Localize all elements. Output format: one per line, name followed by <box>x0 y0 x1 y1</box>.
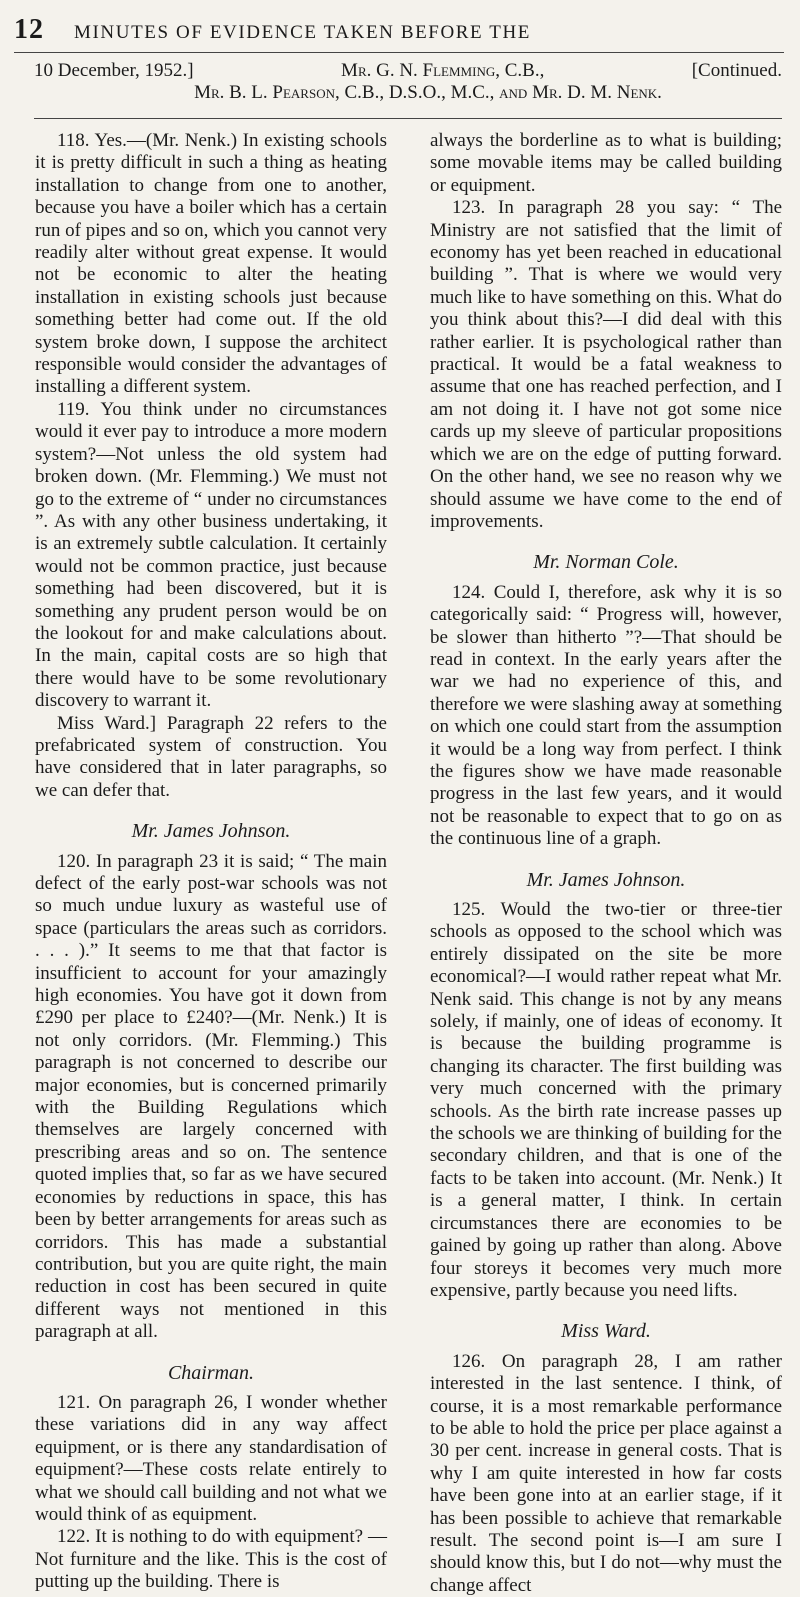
speaker-heading: Miss Ward. <box>561 1320 651 1343</box>
paragraph-123: 123. In paragraph 28 you say: “ The Ministry are not satisfied that the limit of economy has yet been reached in educational building ”. That is where we would very much like to have something on this. What do you think about this?—I did deal with this rather earlier. It is psychological rather than practical. It would be a fatal weakness to assume that one has reached perfection, and I am not doing it. I have not got some nice cards up my sleeve of particular propositions which we are on the edge of putting forward. On the other hand, we see no reason why we should assume we have come to the end of improvements. <box>430 197 782 532</box>
paragraph-121: 121. On paragraph 26, I wonder whether these variations did in any way affect equipment, or is there any standardisation of equipment?—These costs relate entirely to what we should call building and not what we would think of as equipment. <box>35 1391 387 1525</box>
paragraph-119-ward: Miss Ward.] Paragraph 22 refers to the prefabricated system of construction. You have considered that in later paragraphs, so we can defer that. <box>35 712 387 801</box>
paragraph-118: 118. Yes.—(Mr. Nenk.) In existing schools it is pretty difficult in such a thing as heating installation to change from one to another, because you have a boiler which has a certain run of pipes and so on, which you cannot very readily alter without great expense. It would not be economic to alter the heating installation in existing schools just because something better had come out. If the old system broke down, I suppose the architect responsible would consider the advantages of installing a different system. <box>35 130 387 398</box>
right-column <box>430 130 782 1597</box>
paragraph-122-continued: always the borderline as to what is building; some movable items may be called building or equipment. <box>430 130 782 196</box>
continued-marker: [Continued. <box>691 60 782 81</box>
paragraph-119: 119. You think under no circumstances would it ever pay to introduce a more modern system?—Not unless the old system had broken down. (Mr. Flemming.) We must not go to the extreme of “ under no circumstances ”. As with any other business undertaking, it is an extremely subtle calculation. It certainly would not be common practice, just because something had been discovered, but it is something any prudent person would be on the lookout for and make calculations about. In the main, capital costs are so high that there would have to be some revolutionary discovery to warrant it. <box>35 398 387 712</box>
paragraph-122: 122. It is nothing to do with equipment? —Not furniture and the like. This is the cost of putting up the building. There is <box>35 1526 387 1593</box>
speaker-heading: Mr. Norman Cole. <box>533 551 679 574</box>
paragraph-120: 120. In paragraph 23 it is said; “ The main defect of the early post-war schools was not so much undue luxury as wasteful use of space (particulars the areas such as corridors. . . . ).” It seems to me that that factor is insufficient to account for your amazingly high economies. You have got it down from £290 per place to £240?—(Mr. Nenk.) It is not only corridors. (Mr. Flemming.) This paragraph is not concerned to describe our major economies, but is concerned primarily with the Building Regulations which themselves are largely concerned with prescribing areas and so on. The sentence quoted implies that, so far as we have secured economies by reductions in space, this has been by better arrangements for areas such as corridors. This has made a substantial contribution, but you are quite right, the main reduction in cost has been secured in quite different ways not mentioned in this paragraph at all. <box>35 850 387 1343</box>
paragraph-125: 125. Would the two-tier or three-tier schools as opposed to the school which was entirely dissipated on the site be more economical?—I would rather repeat what Mr. Nenk said. This change is not by any means solely, if mainly, one of ideas of economy. It is because the building programme is changing its character. The first building was very much concerned with the primary schools. As the birth rate increase passes up the schools we are thinking of building for the secondary children, and that is one of the facts to be taken into account. (Mr. Nenk.) It is a general matter, I think. In certain circumstances there are economies to be gained by going up rather than along. Above four storeys it becomes very much more expensive, partly because you need lifts. <box>430 899 782 1301</box>
header-divider <box>34 118 782 119</box>
session-meta <box>34 60 782 104</box>
speaker-heading: Mr. James Johnson. <box>131 820 291 843</box>
left-column <box>35 130 387 1594</box>
running-title: MINUTES OF EVIDENCE TAKEN BEFORE THE <box>74 22 532 43</box>
page-number: 12 <box>14 14 44 45</box>
paragraph-126: 126. On paragraph 28, I am rather interested in the last sentence. I think, of course, it is a most remarkable performance to be able to hold the price per place against a 30 per cent. increase in general costs. That is why I am quite interested in how far costs have been gone into at an earlier stage, if it has been possible to achieve that remarkable result. The second point is—I am sure I should know this, but I do not—why must the change affect <box>430 1350 782 1596</box>
witnesses-line-1: Mr. G. N. Flemming, C.B., <box>341 60 545 81</box>
speaker-heading: Mr. James Johnson. <box>526 868 686 891</box>
running-head <box>14 14 784 53</box>
session-date: 10 December, 1952.] <box>34 60 194 81</box>
paragraph-124: 124. Could I, therefore, ask why it is so categorically said: “ Progress will, however, be slower than hitherto ”?—That should be read in context. In the early years after the war we had no experience of this, and therefore we were slashing away at something on which one could start from the assumption it would be a long way from perfect. I think the figures show we have made reasonable progress in the last few years, and it would not be reasonable to expect that to go on as the continuous line of a graph. <box>430 581 782 850</box>
witnesses-line-2: Mr. B. L. Pearson, C.B., D.S.O., M.C., and Mr. D. M. Nenk. <box>194 82 662 103</box>
speaker-heading: Chairman. <box>167 1361 255 1384</box>
